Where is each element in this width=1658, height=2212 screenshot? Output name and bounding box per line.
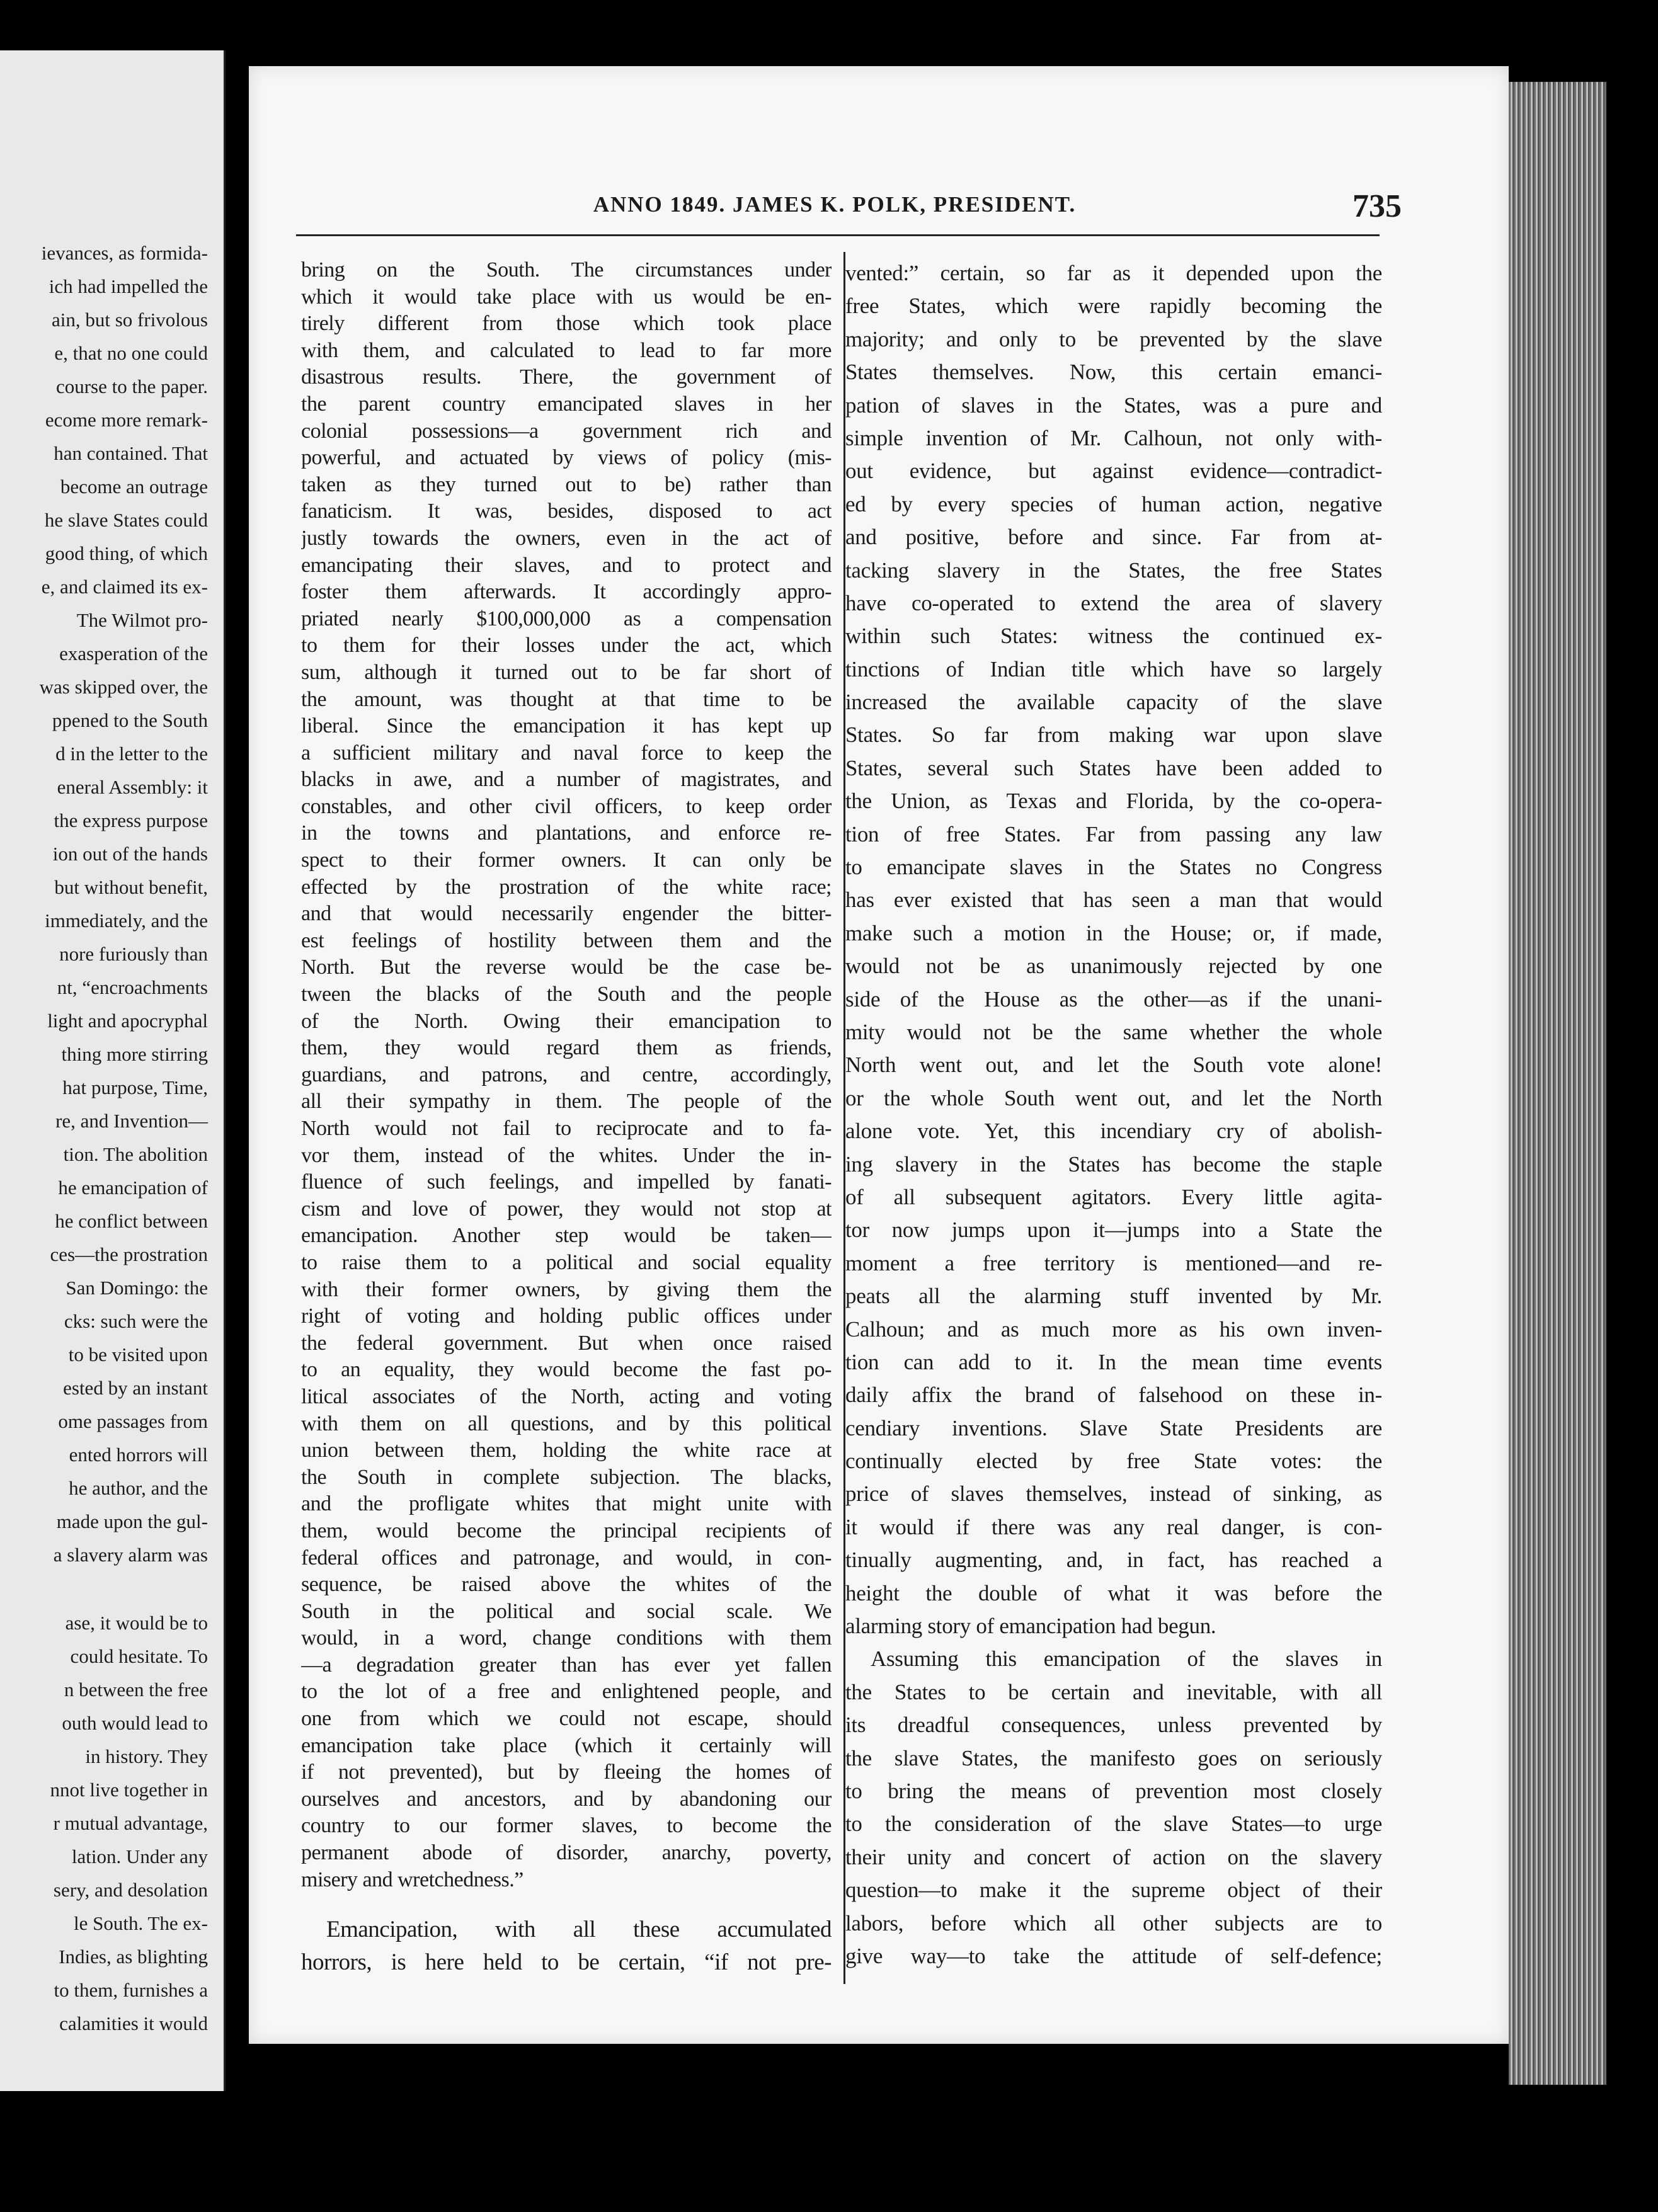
left-column-line: right of voting and holding public offices under — [301, 1304, 832, 1328]
previous-page-line: re, and Invention— — [55, 1110, 208, 1132]
left-column-line: country to our former slaves, to become the — [301, 1814, 832, 1838]
right-column-line: give way—to take the attitude of self-defence; — [845, 1943, 1382, 1968]
previous-page-line: The Wilmot pro- — [76, 609, 208, 631]
previous-page-line: to be visited upon — [68, 1343, 208, 1365]
left-column-line: the amount, was thought at that time to be — [301, 687, 832, 711]
left-column-line: constables, and other civil officers, to keep order — [301, 794, 832, 818]
right-column-line: tion can add to it. In the mean time events — [845, 1349, 1382, 1374]
left-column-line: union between them, holding the white race at — [301, 1439, 832, 1462]
right-column-line: have co-operated to extend the area of slavery — [845, 590, 1382, 615]
previous-page-line: nnot live together in — [50, 1779, 208, 1801]
previous-page-line: d in the letter to the — [55, 743, 208, 765]
previous-page-line: a slavery alarm was — [53, 1544, 208, 1566]
previous-page-line: ion out of the hands — [52, 843, 208, 865]
right-column-line: price of slaves themselves, instead of sinking, as — [845, 1481, 1382, 1507]
left-column-line: effected by the prostration of the white race; — [301, 875, 832, 899]
left-column-line: to an equality, they would become the fast po- — [301, 1358, 832, 1382]
left-column-line: a sufficient military and naval force to keep the — [301, 741, 832, 765]
left-column-line: priated nearly $100,000,000 as a compensation — [301, 607, 832, 630]
left-column-line: litical associates of the North, acting and voting — [301, 1384, 832, 1408]
left-column-line: vor them, instead of the whites. Under the in- — [301, 1143, 832, 1167]
previous-page-line: eneral Assembly: it — [57, 776, 208, 798]
previous-page-line: could hesitate. To — [70, 1645, 208, 1667]
previous-page-line: was skipped over, the — [39, 676, 208, 698]
previous-page-line: he conflict between — [55, 1210, 208, 1232]
previous-page-line: n between the free — [64, 1679, 208, 1701]
previous-page-line — [0, 1571, 208, 1606]
left-column-line: emancipating their slaves, and to protect and — [301, 553, 832, 577]
right-column-line: of all subsequent agitators. Every little agita- — [845, 1184, 1382, 1209]
left-column-line: them, they would regard them as friends, — [301, 1036, 832, 1060]
left-column-line: and that would necessarily engender the bitter- — [301, 902, 832, 926]
left-column-line: horrors, is here held to be certain, “if not pre- — [301, 1949, 832, 1976]
previous-page-line: ome passages from — [58, 1410, 208, 1432]
previous-page-line: Indies, as blighting — [59, 1946, 208, 1968]
right-column-line: to the consideration of the slave States—to urge — [845, 1811, 1382, 1837]
left-column-line: tween the blacks of the South and the people — [301, 983, 832, 1006]
right-column-line: side of the House as the other—as if the unani- — [845, 986, 1382, 1012]
previous-page-line: course to the paper. — [55, 375, 208, 397]
right-column-line: increased the available capacity of the slave — [845, 690, 1382, 715]
previous-page-line: San Domingo: the — [66, 1277, 208, 1299]
previous-page-line: ase, it would be to — [65, 1612, 208, 1634]
previous-page-line: ppened to the South — [52, 709, 208, 731]
right-column-line: pation of slaves in the States, was a pure and — [845, 392, 1382, 418]
right-column-line: States themselves. Now, this certain emanci- — [845, 360, 1382, 385]
previous-page-line: ces—the prostration — [50, 1243, 208, 1265]
left-column-line: with their former owners, by giving them the — [301, 1277, 832, 1301]
right-column-line: its dreadful consequences, unless prevented by — [845, 1713, 1382, 1738]
right-column-line: continually elected by free State votes: the — [845, 1449, 1382, 1474]
right-column-line: mity would not be the same whether the whole — [845, 1019, 1382, 1044]
previous-page-line: ested by an instant — [63, 1377, 208, 1399]
right-column-line: within such States: witness the continued ex- — [845, 624, 1382, 649]
previous-page-line: made upon the gul- — [56, 1510, 208, 1532]
right-column-line: tor now jumps upon it—jumps into a State the — [845, 1217, 1382, 1243]
previous-page-line: cks: such were the — [64, 1310, 208, 1332]
right-column-line: States, several such States have been added to — [845, 755, 1382, 780]
left-column-line: fluence of such feelings, and impelled by fanati- — [301, 1170, 832, 1194]
right-column-line: North went out, and let the South vote alone! — [845, 1052, 1382, 1078]
right-column-line: the States to be certain and inevitable, with all — [845, 1679, 1382, 1704]
left-column-line: one from which we could not escape, should — [301, 1707, 832, 1731]
right-column-line: to bring the means of prevention most closely — [845, 1778, 1382, 1803]
left-column-line: North would not fail to reciprocate and to fa- — [301, 1117, 832, 1140]
left-column-line: of the North. Owing their emancipation to — [301, 1009, 832, 1033]
right-column-line: make such a motion in the House; or, if made, — [845, 920, 1382, 945]
previous-page-line: tion. The abolition — [63, 1143, 208, 1165]
right-column-line: peats all the alarming stuff invented by Mr. — [845, 1284, 1382, 1309]
previous-page-line: exasperation of the — [59, 642, 208, 664]
left-column-line: sum, although it turned out to be far short of — [301, 660, 832, 684]
right-column-line: Calhoun; and as much more as his own inven- — [845, 1316, 1382, 1342]
previous-page-line: ain, but so frivolous — [52, 309, 208, 331]
left-column-line: emancipation. Another step would be taken— — [301, 1224, 832, 1248]
right-column-line: labors, before which all other subjects are to — [845, 1910, 1382, 1936]
left-column-line: guardians, and patrons, and centre, accordingly, — [301, 1063, 832, 1086]
left-column-line: all their sympathy in them. The people of the — [301, 1090, 832, 1114]
previous-page-line: become an outrage — [60, 476, 208, 498]
left-column-line: taken as they turned out to be) rather than — [301, 472, 832, 496]
right-column-line: alarming story of emancipation had begun. — [845, 1614, 1216, 1639]
previous-page-line: immediately, and the — [45, 909, 208, 932]
left-column-line: foster them afterwards. It accordingly appro- — [301, 580, 832, 604]
previous-page-line: in history. They — [85, 1745, 208, 1767]
left-column-line: disastrous results. There, the government of — [301, 365, 832, 389]
right-column-line: free States, which were rapidly becoming the — [845, 294, 1382, 319]
left-column-line: if not prevented), but by fleeing the homes of — [301, 1760, 832, 1784]
previous-page-line: calamities it would — [59, 2012, 208, 2034]
previous-page-line: nt, “encroachments — [57, 976, 208, 998]
right-column-line: tacking slavery in the States, the free States — [845, 557, 1382, 583]
left-column-line: them, would become the principal recipients of — [301, 1519, 832, 1542]
right-column-line: has ever existed that has seen a man that would — [845, 887, 1382, 913]
previous-page-line: good thing, of which — [45, 542, 208, 564]
previous-page-line: he slave States could — [44, 509, 208, 531]
right-column-line: tinctions of Indian title which have so largely — [845, 656, 1382, 681]
left-column-line: cism and love of power, they would not stop at — [301, 1197, 832, 1221]
previous-page-line: he author, and the — [69, 1477, 208, 1499]
left-column-line: South in the political and social scale. We — [301, 1599, 832, 1623]
right-column-line: question—to make it the supreme object of their — [845, 1878, 1382, 1903]
right-column-line: tinually augmenting, and, in fact, has reached a — [845, 1548, 1382, 1573]
paragraph-gap — [301, 1893, 832, 1913]
left-column-line: North. But the reverse would be the case be- — [301, 955, 832, 979]
right-column-line: Assuming this emancipation of the slaves in — [871, 1646, 1382, 1672]
page-number: 735 — [1352, 188, 1402, 224]
left-column-line: which it would take place with us would be en- — [301, 285, 832, 309]
previous-page-line: sery, and desolation — [53, 1879, 208, 1901]
left-column-line: misery and wretchedness.” — [301, 1867, 523, 1891]
previous-page-line: outh would lead to — [62, 1712, 208, 1734]
right-column-line: moment a free territory is mentioned—and re- — [845, 1250, 1382, 1275]
previous-page-line: but without benefit, — [54, 876, 208, 898]
previous-page — [0, 50, 226, 2091]
right-column-line: the Union, as Texas and Florida, by the co-opera- — [845, 789, 1382, 814]
previous-page-line: light and apocryphal — [47, 1010, 208, 1032]
previous-page-line: nore furiously than — [59, 943, 208, 965]
right-column-line: ing slavery in the States has become the staple — [845, 1151, 1382, 1177]
right-column-line: States. So far from making war upon slave — [845, 722, 1382, 748]
left-column-line: ourselves and ancestors, and by abandoning our — [301, 1787, 832, 1811]
previous-page-line: han contained. That — [54, 442, 208, 464]
left-column-line: blacks in awe, and a number of magistrates, and — [301, 768, 832, 792]
previous-page-line: ented horrors will — [69, 1444, 208, 1466]
right-column-line: it would if there was any real danger, is con- — [845, 1514, 1382, 1539]
previous-page-line: r mutual advantage, — [53, 1812, 208, 1834]
previous-page-line: e, that no one could — [54, 342, 208, 364]
left-column-line: —a degradation greater than has ever yet fallen — [301, 1653, 832, 1677]
previous-page-line: le South. The ex- — [74, 1912, 208, 1934]
left-column-line: justly towards the owners, even in the act of — [301, 526, 832, 550]
right-column-line: out evidence, but against evidence—contradict- — [845, 459, 1382, 484]
right-column-line: or the whole South went out, and let the North — [845, 1085, 1382, 1110]
previous-page-text-column — [0, 236, 208, 2040]
right-column-line: their unity and concert of action on the slavery — [845, 1844, 1382, 1869]
right-column-line: height the double of what it was before the — [845, 1580, 1382, 1605]
right-column-line: simple invention of Mr. Calhoun, not only with- — [845, 425, 1382, 450]
left-column-line: the South in complete subjection. The blacks, — [301, 1465, 832, 1489]
left-column-line: sequence, be raised above the whites of the — [301, 1573, 832, 1597]
header-rule — [296, 234, 1380, 236]
left-column-line: and the profligate whites that might unite with — [301, 1492, 832, 1516]
left-column-line: bring on the South. The circumstances under — [301, 258, 832, 282]
left-column-line: would, in a word, change conditions with them — [301, 1626, 832, 1650]
previous-page-line: lation. Under any — [71, 1845, 208, 1867]
previous-page-line: hat purpose, Time, — [62, 1076, 208, 1098]
right-column-line: and positive, before and since. Far from at- — [845, 525, 1382, 550]
left-column-line: powerful, and actuated by views of policy (mis- — [301, 446, 832, 470]
right-column-line: daily affix the brand of falsehood on these in- — [845, 1382, 1382, 1408]
left-column-line: colonial possessions—a government rich and — [301, 419, 832, 443]
right-column-line: to emancipate slaves in the States no Congress — [845, 855, 1382, 880]
right-column-line: cendiary inventions. Slave State Presidents are — [845, 1415, 1382, 1440]
right-column-line: the slave States, the manifesto goes on seriously — [845, 1745, 1382, 1770]
left-column-line: tirely different from those which took place — [301, 312, 832, 336]
previous-page-line: e, and claimed its ex- — [41, 576, 208, 598]
running-head: ANNO 1849. JAMES K. POLK, PRESIDENT. — [593, 192, 1077, 217]
previous-page-line: the express purpose — [54, 809, 208, 831]
previous-page-line: to them, furnishes a — [54, 1979, 208, 2001]
left-column-line: Emancipation, with all these accumulated — [326, 1917, 832, 1943]
previous-page-line: he emancipation of — [58, 1177, 208, 1199]
left-column-line: with them, and calculated to lead to far more — [301, 338, 832, 362]
page-block-edges — [1509, 82, 1606, 2085]
left-column-line: to the lot of a free and enlightened people, and — [301, 1680, 832, 1704]
right-column-line: vented:” certain, so far as it depended upon the — [845, 261, 1382, 285]
left-column-line: fanaticism. It was, besides, disposed to act — [301, 499, 832, 523]
left-column-line: permanent abode of disorder, anarchy, poverty, — [301, 1841, 832, 1865]
left-text-column — [301, 257, 832, 1979]
left-column-line: est feelings of hostility between them and the — [301, 928, 832, 952]
right-column-line: would not be as unanimously rejected by one — [845, 954, 1382, 979]
left-column-line: the parent country emancipated slaves in her — [301, 392, 832, 416]
left-column-line: liberal. Since the emancipation it has kept up — [301, 714, 832, 738]
right-column-line: majority; and only to be prevented by the slave — [845, 326, 1382, 351]
right-column-line: tion of free States. Far from passing any law — [845, 821, 1382, 847]
left-column-line: to raise them to a political and social equality — [301, 1250, 832, 1274]
right-column-line: alone vote. Yet, this incendiary cry of abolish- — [845, 1119, 1382, 1144]
right-text-column — [845, 257, 1382, 1973]
left-column-line: spect to their former owners. It can only be — [301, 848, 832, 872]
previous-page-line: thing more stirring — [61, 1043, 208, 1065]
previous-page-line: ecome more remark- — [45, 409, 208, 431]
left-column-line: federal offices and patronage, and would, in con- — [301, 1546, 832, 1570]
left-column-line: the federal government. But when once raised — [301, 1331, 832, 1355]
previous-page-line: ievances, as formida- — [41, 242, 208, 264]
left-column-line: emancipation take place (which it certainly will — [301, 1733, 832, 1757]
previous-page-line: ich had impelled the — [49, 275, 208, 297]
left-column-line: to them for their losses under the act, which — [301, 634, 832, 658]
left-column-line: with them on all questions, and by this political — [301, 1411, 832, 1435]
right-column-line: ed by every species of human action, negative — [845, 491, 1382, 516]
left-column-line: in the towns and plantations, and enforce re- — [301, 821, 832, 845]
